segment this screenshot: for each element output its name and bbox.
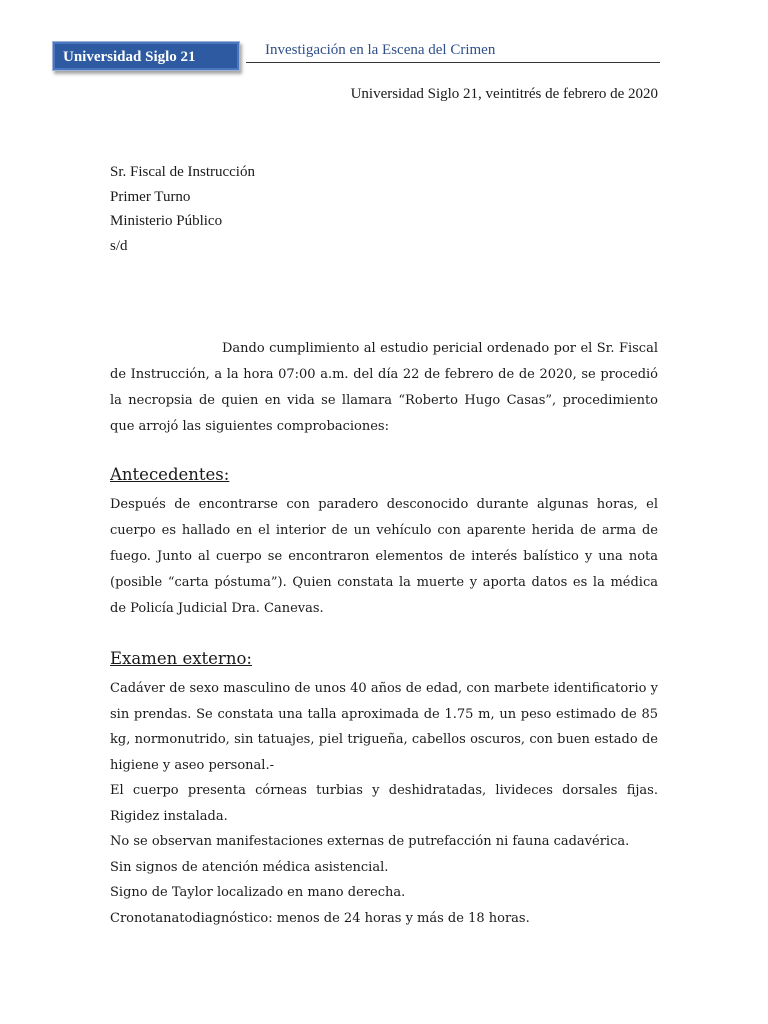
- examen-paragraph: El cuerpo presenta córneas turbias y deshidratadas, livideces dorsales fijas. Rigidez instalada.: [110, 783, 658, 824]
- examen-paragraph: No se observan manifestaciones externas de putrefacción ni fauna cadavérica.: [110, 834, 630, 849]
- addressee-line: s/d: [110, 237, 128, 254]
- header-divider: [246, 62, 660, 63]
- examen-externo-body: [110, 676, 658, 931]
- examen-paragraph: Cadáver de sexo masculino de unos 40 años de edad, con marbete identificatorio y sin prendas. Se constata una talla aproximada de 1.75 m, un peso estimado de 85 kg, normonutrido, sin tatuajes, piel trigueña, cabellos oscuros, con buen estado de higiene y aseo personal.-: [110, 681, 658, 773]
- examen-paragraph: Signo de Taylor localizado en mano derecha.: [110, 885, 406, 900]
- intro-text: Dando cumplimiento al estudio pericial ordenado por el Sr. Fiscal de Instrucción, a la hora 07:00 a.m. del día 22 de febrero de de 2020, se procedió la necropsia de quien en vida se llamara “Roberto Hugo Casas”, procedimiento que arrojó las siguientes comprobaciones:: [110, 341, 658, 434]
- section-heading-examen-externo: Examen externo:: [110, 649, 252, 668]
- addressee-line: Ministerio Público: [110, 213, 223, 229]
- addressee-line: Sr. Fiscal de Instrucción: [110, 164, 255, 180]
- university-badge: Universidad Siglo 21: [52, 41, 240, 71]
- antecedentes-paragraph: Después de encontrarse con paradero desconocido durante algunas horas, el cuerpo es hallado en el interior de un vehículo con aparente herida de arma de fuego. Junto al cuerpo se encontraron elementos de interés balístico y una nota (posible “carta póstuma”). Quien constata la muerte y aporta datos es la médica de Policía Judicial Dra. Canevas.: [110, 497, 658, 616]
- examen-paragraph: Cronotanatodiagnóstico: menos de 24 horas y más de 18 horas.: [110, 910, 530, 926]
- examen-paragraph: Sin signos de atención médica asistencial.: [110, 859, 389, 875]
- addressee-line: Primer Turno: [110, 188, 191, 205]
- addressee-block: [110, 160, 255, 258]
- dateline: Universidad Siglo 21, veintitrés de febrero de 2020: [350, 86, 658, 102]
- intro-paragraph: [110, 336, 658, 440]
- course-title: Investigación en la Escena del Crimen: [265, 42, 496, 58]
- section-heading-antecedentes: Antecedentes:: [110, 465, 230, 484]
